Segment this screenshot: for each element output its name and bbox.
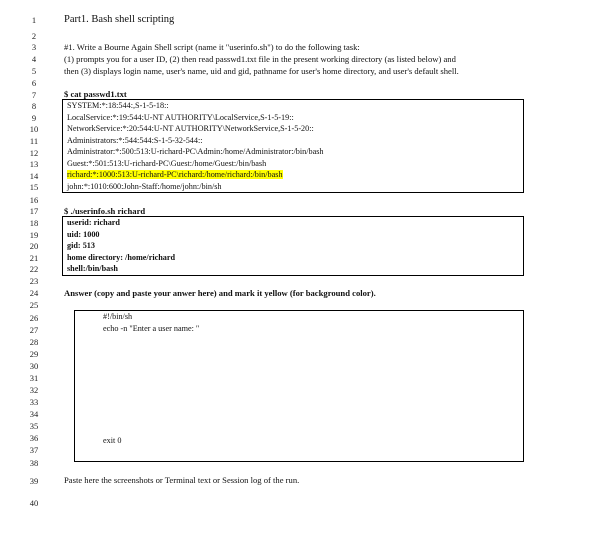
line-number: 21 — [29, 253, 39, 263]
run-output-box — [62, 216, 524, 276]
cat-command: $ cat passwd1.txt — [64, 89, 127, 99]
line-number: 33 — [29, 397, 39, 407]
line-number: 6 — [31, 78, 37, 88]
line-number: 8 — [31, 101, 37, 111]
line-number: 36 — [29, 433, 39, 443]
line-number: 28 — [29, 337, 39, 347]
line-number: 2 — [31, 31, 37, 41]
line-number: 17 — [29, 206, 39, 216]
line-number: 1 — [31, 15, 37, 25]
task-line-1: #1. Write a Bourne Again Shell script (name it "userinfo.sh") to do the following task: — [64, 42, 360, 52]
run-command: $ ./userinfo.sh richard — [64, 206, 146, 216]
output-line: gid: 513 — [67, 241, 95, 250]
code-echo-line: echo -n "Enter a user name: " — [103, 324, 200, 333]
passwd-line: SYSTEM:*:18:544:,S-1-5-18:: — [67, 101, 169, 110]
output-line: userid: richard — [67, 218, 120, 227]
passwd-line: Administrators:*:544:544:S-1-5-32-544:: — [67, 136, 203, 145]
line-number: 10 — [29, 124, 39, 134]
line-number: 24 — [29, 288, 39, 298]
line-number: 20 — [29, 241, 39, 251]
line-number: 29 — [29, 349, 39, 359]
passwd-line: john:*:1010:600:John-Staff:/home/john:/bin/sh — [67, 182, 222, 191]
passwd-line-highlighted: richard:*:1000:513:U-richard-PC\richard:/home/richard:/bin/bash — [67, 170, 283, 179]
line-number: 18 — [29, 218, 39, 228]
line-number: 9 — [31, 113, 37, 123]
line-number: 14 — [29, 171, 39, 181]
passwd-line: LocalService:*:19:544:U-NT AUTHORITY\LocalService,S-1-5-19:: — [67, 113, 294, 122]
answer-box[interactable] — [74, 310, 524, 462]
line-number: 38 — [29, 458, 39, 468]
passwd-box — [62, 99, 524, 193]
output-line: shell:/bin/bash — [67, 264, 118, 273]
output-line: uid: 1000 — [67, 230, 100, 239]
task-line-3: then (3) displays login name, user's name, uid and gid, pathname for user's home directory, and user's default shell. — [64, 66, 459, 76]
code-exit-line: exit 0 — [103, 436, 122, 445]
line-number: 35 — [29, 421, 39, 431]
line-number: 32 — [29, 385, 39, 395]
passwd-line: NetworkService:*:20:544:U-NT AUTHORITY\NetworkService,S-1-5-20:: — [67, 124, 314, 133]
page-title: Part1. Bash shell scripting — [64, 14, 175, 25]
line-number: 11 — [29, 136, 39, 146]
paste-note: Paste here the screenshots or Terminal text or Session log of the run. — [64, 475, 300, 485]
line-number: 7 — [31, 90, 37, 100]
line-number: 3 — [31, 42, 37, 52]
passwd-line: Administrator:*:500:513:U-richard-PC\Admin:/home/Administrator:/bin/bash — [67, 147, 324, 156]
line-number: 25 — [29, 300, 39, 310]
line-number: 22 — [29, 264, 39, 274]
line-number: 23 — [29, 276, 39, 286]
line-number: 15 — [29, 182, 39, 192]
line-number: 31 — [29, 373, 39, 383]
line-number: 39 — [29, 476, 39, 486]
output-line: home directory: /home/richard — [67, 253, 176, 262]
line-number: 30 — [29, 361, 39, 371]
line-number: 5 — [31, 66, 37, 76]
answer-instruction: Answer (copy and paste your anwer here) and mark it yellow (for background color). — [64, 288, 376, 298]
passwd-line: Guest:*:501:513:U-richard-PC\Guest:/home/Guest:/bin/bash — [67, 159, 267, 168]
line-number: 34 — [29, 409, 39, 419]
line-number: 4 — [31, 54, 37, 64]
line-number: 37 — [29, 445, 39, 455]
code-shebang: #!/bin/sh — [103, 312, 133, 321]
line-number: 16 — [29, 195, 39, 205]
task-line-2: (1) prompts you for a user ID, (2) then read passwd1.txt file in the present working directory (as listed below) and — [64, 54, 456, 64]
line-number: 26 — [29, 313, 39, 323]
line-number: 19 — [29, 230, 39, 240]
line-number: 12 — [29, 148, 39, 158]
line-number: 27 — [29, 325, 39, 335]
line-number: 13 — [29, 159, 39, 169]
line-number: 40 — [29, 498, 39, 508]
